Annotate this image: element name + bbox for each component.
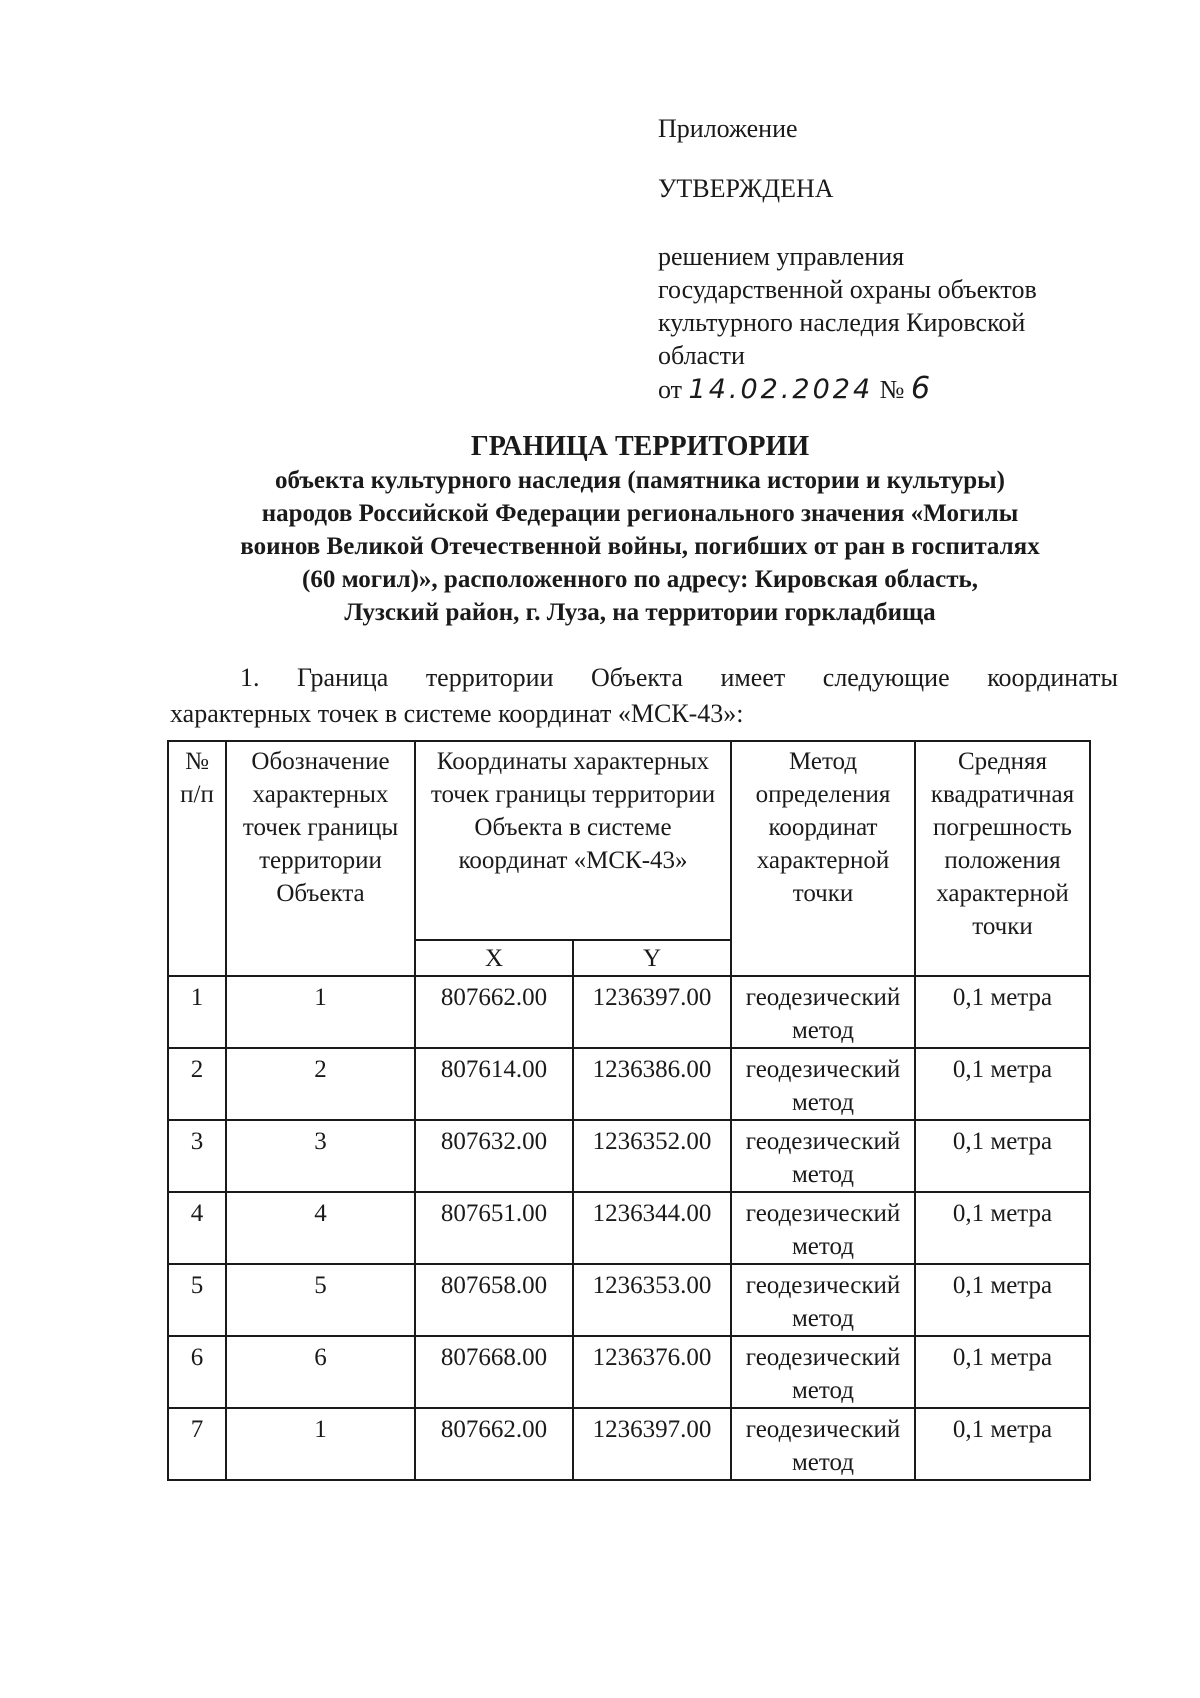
cell-method: геодезический метод bbox=[731, 1264, 915, 1336]
cell-num: 4 bbox=[168, 1192, 226, 1264]
cell-point: 4 bbox=[226, 1192, 415, 1264]
cell-num: 6 bbox=[168, 1336, 226, 1408]
decision-line: государственной охраны объектов bbox=[658, 275, 1037, 304]
cell-point: 2 bbox=[226, 1048, 415, 1120]
cell-point: 6 bbox=[226, 1336, 415, 1408]
cell-num: 3 bbox=[168, 1120, 226, 1192]
intro-word: Объекта bbox=[591, 663, 683, 692]
header-num: № п/п bbox=[168, 741, 226, 976]
cell-point: 3 bbox=[226, 1120, 415, 1192]
date-prefix: от bbox=[658, 375, 683, 404]
table-row bbox=[168, 1048, 1090, 1120]
cell-y: 1236344.00 bbox=[573, 1192, 731, 1264]
cell-method: геодезический метод bbox=[731, 1336, 915, 1408]
cell-num: 5 bbox=[168, 1264, 226, 1336]
title-line: (60 могил)», расположенного по адресу: Кировская область, bbox=[302, 566, 978, 593]
date-line bbox=[658, 372, 1118, 406]
header-method: Метод определения координат характерной точки bbox=[731, 741, 915, 976]
cell-x: 807668.00 bbox=[415, 1336, 573, 1408]
intro-word: имеет bbox=[720, 663, 786, 692]
cell-x: 807651.00 bbox=[415, 1192, 573, 1264]
table-body bbox=[168, 976, 1090, 1480]
document-title bbox=[160, 430, 1120, 629]
intro-line-1 bbox=[170, 660, 1118, 696]
cell-y: 1236376.00 bbox=[573, 1336, 731, 1408]
title-line: народов Российской Федерации регионального значения «Могилы bbox=[261, 500, 1019, 527]
title-line: объекта культурного наследия (памятника истории и культуры) bbox=[274, 467, 1005, 494]
approval-block bbox=[658, 112, 1118, 406]
intro-paragraph bbox=[170, 660, 1118, 732]
intro-word: координаты bbox=[987, 663, 1118, 692]
cell-x: 807614.00 bbox=[415, 1048, 573, 1120]
cell-point: 1 bbox=[226, 976, 415, 1048]
cell-error: 0,1 метра bbox=[915, 1048, 1090, 1120]
intro-word: следующие bbox=[822, 663, 950, 692]
cell-method: геодезический метод bbox=[731, 1192, 915, 1264]
table-row bbox=[168, 1192, 1090, 1264]
cell-method: геодезический метод bbox=[731, 1408, 915, 1480]
cell-method: геодезический метод bbox=[731, 976, 915, 1048]
title-line: воинов Великой Отечественной войны, погибших от ран в госпиталях bbox=[240, 533, 1040, 560]
table-row bbox=[168, 1336, 1090, 1408]
cell-y: 1236353.00 bbox=[573, 1264, 731, 1336]
cell-y: 1236386.00 bbox=[573, 1048, 731, 1120]
number-sign: № bbox=[879, 375, 905, 404]
cell-method: геодезический метод bbox=[731, 1120, 915, 1192]
cell-x: 807658.00 bbox=[415, 1264, 573, 1336]
header-error: Средняя квадратичная погрешность положения характерной точки bbox=[915, 741, 1090, 976]
intro-word: территории bbox=[425, 663, 554, 692]
cell-method: геодезический метод bbox=[731, 1048, 915, 1120]
appendix-label: Приложение bbox=[658, 114, 798, 143]
approved-label: УТВЕРЖДЕНА bbox=[658, 174, 834, 203]
cell-error: 0,1 метра bbox=[915, 1264, 1090, 1336]
decision-line: культурного наследия Кировской bbox=[658, 308, 1026, 337]
handwritten-number: 6 bbox=[910, 371, 931, 406]
cell-error: 0,1 метра bbox=[915, 1192, 1090, 1264]
cell-x: 807662.00 bbox=[415, 1408, 573, 1480]
intro-line-2: характерных точек в системе координат «МСК-43»: bbox=[170, 699, 744, 728]
cell-error: 0,1 метра bbox=[915, 976, 1090, 1048]
table-row bbox=[168, 1120, 1090, 1192]
intro-word: Граница bbox=[297, 663, 389, 692]
table-row bbox=[168, 1408, 1090, 1480]
decision-line: решением управления bbox=[658, 242, 905, 271]
cell-x: 807662.00 bbox=[415, 976, 573, 1048]
title-main: ГРАНИЦА ТЕРРИТОРИИ bbox=[470, 431, 810, 462]
cell-error: 0,1 метра bbox=[915, 1408, 1090, 1480]
handwritten-date: 14.02.2024 bbox=[688, 374, 874, 405]
cell-num: 1 bbox=[168, 976, 226, 1048]
cell-num: 7 bbox=[168, 1408, 226, 1480]
cell-point: 5 bbox=[226, 1264, 415, 1336]
table-row bbox=[168, 976, 1090, 1048]
cell-y: 1236352.00 bbox=[573, 1120, 731, 1192]
table-row bbox=[168, 1264, 1090, 1336]
cell-point: 1 bbox=[226, 1408, 415, 1480]
title-line: Лузский район, г. Луза, на территории горкладбища bbox=[344, 599, 936, 626]
header-x: X bbox=[415, 940, 573, 976]
header-designation: Обозначение характерных точек границы территории Объекта bbox=[226, 741, 415, 976]
coordinates-table bbox=[167, 740, 1091, 1481]
decision-line: области bbox=[658, 341, 745, 370]
header-y: Y bbox=[573, 940, 731, 976]
header-coordinates: Координаты характерных точек границы территории Объекта в системе координат «МСК-43» bbox=[415, 741, 731, 940]
cell-error: 0,1 метра bbox=[915, 1336, 1090, 1408]
cell-error: 0,1 метра bbox=[915, 1120, 1090, 1192]
intro-word: 1. bbox=[240, 663, 260, 692]
cell-x: 807632.00 bbox=[415, 1120, 573, 1192]
cell-y: 1236397.00 bbox=[573, 976, 731, 1048]
cell-y: 1236397.00 bbox=[573, 1408, 731, 1480]
cell-num: 2 bbox=[168, 1048, 226, 1120]
